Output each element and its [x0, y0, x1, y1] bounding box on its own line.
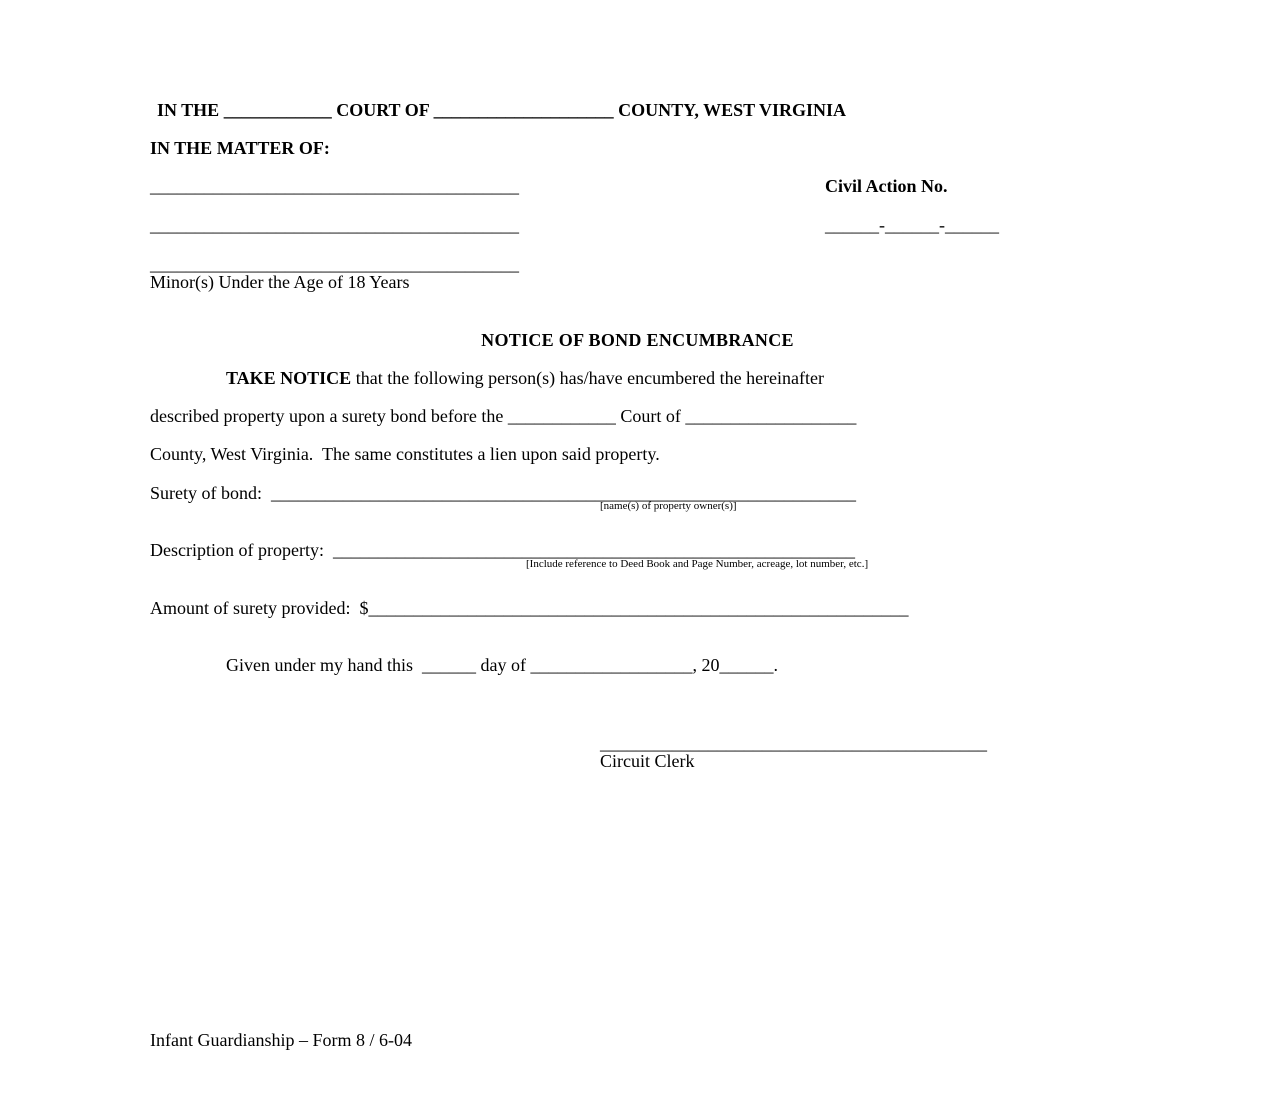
take-notice-text: that the following person(s) has/have encumbered the hereinafter: [351, 368, 825, 388]
notice-paragraph-line-3: County, West Virginia. The same constitutes a lien upon said property.: [150, 444, 660, 464]
form-footer: Infant Guardianship – Form 8 / 6-04: [150, 1030, 412, 1050]
party-name-line-3: _________________________________________: [150, 254, 519, 274]
take-notice-bold: TAKE NOTICE: [226, 368, 352, 388]
notice-paragraph-line-2: described property upon a surety bond before the ____________ Court of ___________________: [150, 406, 857, 426]
description-hint: [Include reference to Deed Book and Page Number, acreage, lot number, etc.]: [526, 558, 869, 570]
civil-action-number: ______-______-______: [825, 215, 999, 235]
minors-caption: Minor(s) Under the Age of 18 Years: [150, 272, 410, 292]
notice-paragraph-line-1: [226, 367, 824, 389]
given-under-hand-line: Given under my hand this ______ day of __________________, 20______.: [226, 655, 778, 675]
surety-of-bond-line: Surety of bond: _________________________________________________________________: [150, 483, 856, 503]
signer-title: Circuit Clerk: [600, 751, 695, 771]
civil-action-label: Civil Action No.: [825, 176, 948, 196]
signature-line: ___________________________________________: [600, 733, 987, 753]
court-heading: IN THE ____________ COURT OF ____________________ COUNTY, WEST VIRGINIA: [157, 100, 846, 120]
matter-label: IN THE MATTER OF:: [150, 138, 330, 158]
surety-hint: [name(s) of property owner(s)]: [600, 500, 737, 512]
notice-title: NOTICE OF BOND ENCUMBRANCE: [481, 330, 794, 350]
party-name-line-1: _________________________________________: [150, 176, 519, 196]
description-of-property-line: Description of property: __________________________________________________________: [150, 540, 855, 560]
party-name-line-2: _________________________________________: [150, 215, 519, 235]
amount-of-surety-line: Amount of surety provided: $____________________________________________________________: [150, 598, 909, 618]
